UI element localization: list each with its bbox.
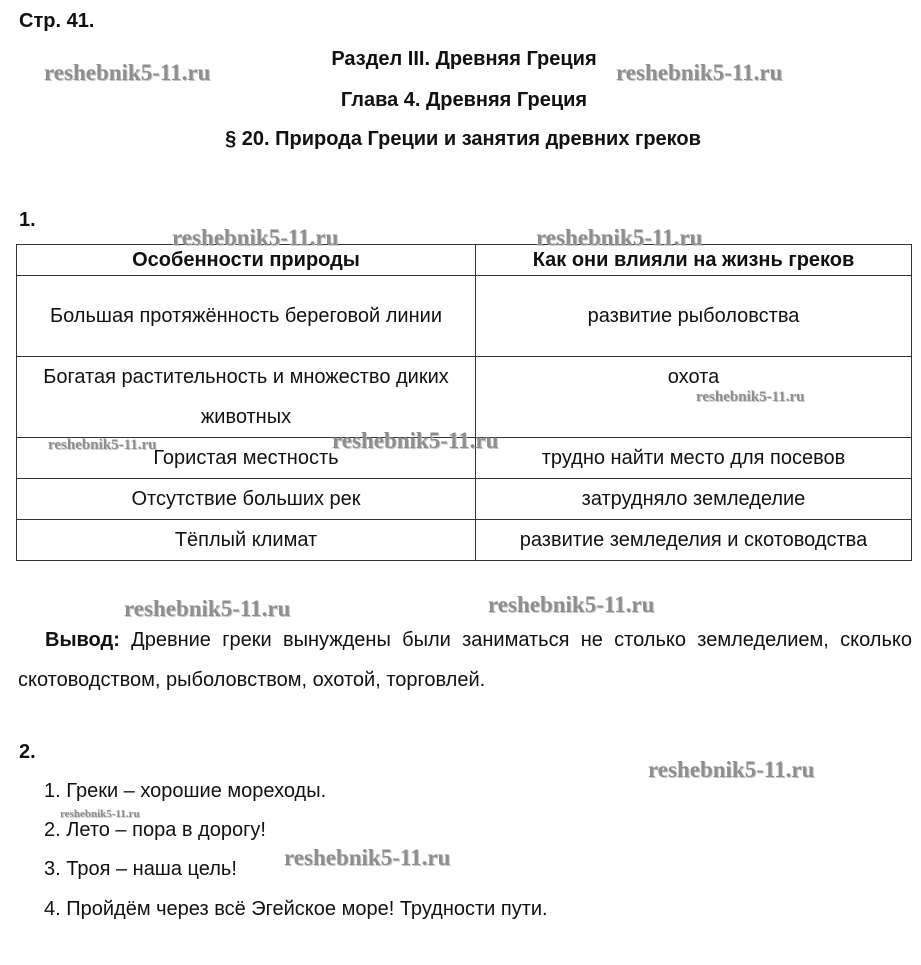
table-cell-influence: охота xyxy=(476,357,912,438)
column-header-influence: Как они влияли на жизнь греков xyxy=(476,245,912,276)
list-item: 3. Троя – наша цель! xyxy=(44,858,237,880)
table-cell-nature: Отсутствие больших рек xyxy=(17,479,476,520)
watermark: reshebnik5-11.ru xyxy=(284,845,451,870)
table-cell-nature: Большая протяжённость береговой линии xyxy=(17,276,476,357)
watermark: reshebnik5-11.ru xyxy=(648,757,815,782)
task-2-number: 2. xyxy=(19,741,36,763)
table-cell-nature: Богатая растительность и множество диких животных xyxy=(17,357,476,438)
conclusion-label: Вывод: xyxy=(45,629,120,651)
table-row xyxy=(17,479,912,520)
table-cell-nature: Гористая местность xyxy=(17,438,476,479)
conclusion xyxy=(18,620,912,700)
watermark: reshebnik5-11.ru xyxy=(48,437,157,453)
watermark: reshebnik5-11.ru xyxy=(44,60,211,85)
table-cell-influence: трудно найти место для посевов xyxy=(476,438,912,479)
paragraph-heading: § 20. Природа Греции и занятия древних греков xyxy=(225,128,701,150)
list-item: 1. Греки – хорошие мореходы. xyxy=(44,780,327,802)
section-heading: Раздел III. Древняя Греция xyxy=(331,48,597,70)
column-header-nature: Особенности природы xyxy=(17,245,476,276)
list-item: 2. Лето – пора в дорогу! xyxy=(44,819,266,841)
table-header-row xyxy=(17,245,912,276)
watermark: reshebnik5-11.ru xyxy=(696,389,805,405)
watermark: reshebnik5-11.ru xyxy=(332,428,499,453)
task-1-number: 1. xyxy=(19,209,36,231)
watermark: reshebnik5-11.ru xyxy=(60,808,140,820)
table-cell-influence: развитие земледелия и скотоводства xyxy=(476,520,912,561)
chapter-heading: Глава 4. Древняя Греция xyxy=(340,89,588,111)
page-number: Стр. 41. xyxy=(19,10,95,32)
watermark: reshebnik5-11.ru xyxy=(172,225,339,250)
table-row xyxy=(17,276,912,357)
watermark: reshebnik5-11.ru xyxy=(124,596,291,621)
conclusion-text: Древние греки вынуждены были заниматься не столько земледелием, сколько скотоводством, рыболовством, охотой, торговлей. xyxy=(18,629,912,691)
watermark: reshebnik5-11.ru xyxy=(616,60,783,85)
watermark: reshebnik5-11.ru xyxy=(536,225,703,250)
table-cell-nature: Тёплый климат xyxy=(17,520,476,561)
watermark: reshebnik5-11.ru xyxy=(488,592,655,617)
table-row xyxy=(17,520,912,561)
list-item: 4. Пройдём через всё Эгейское море! Трудности пути. xyxy=(44,898,548,920)
table-cell-influence: развитие рыболовства xyxy=(476,276,912,357)
table-cell-influence: затрудняло земледелие xyxy=(476,479,912,520)
